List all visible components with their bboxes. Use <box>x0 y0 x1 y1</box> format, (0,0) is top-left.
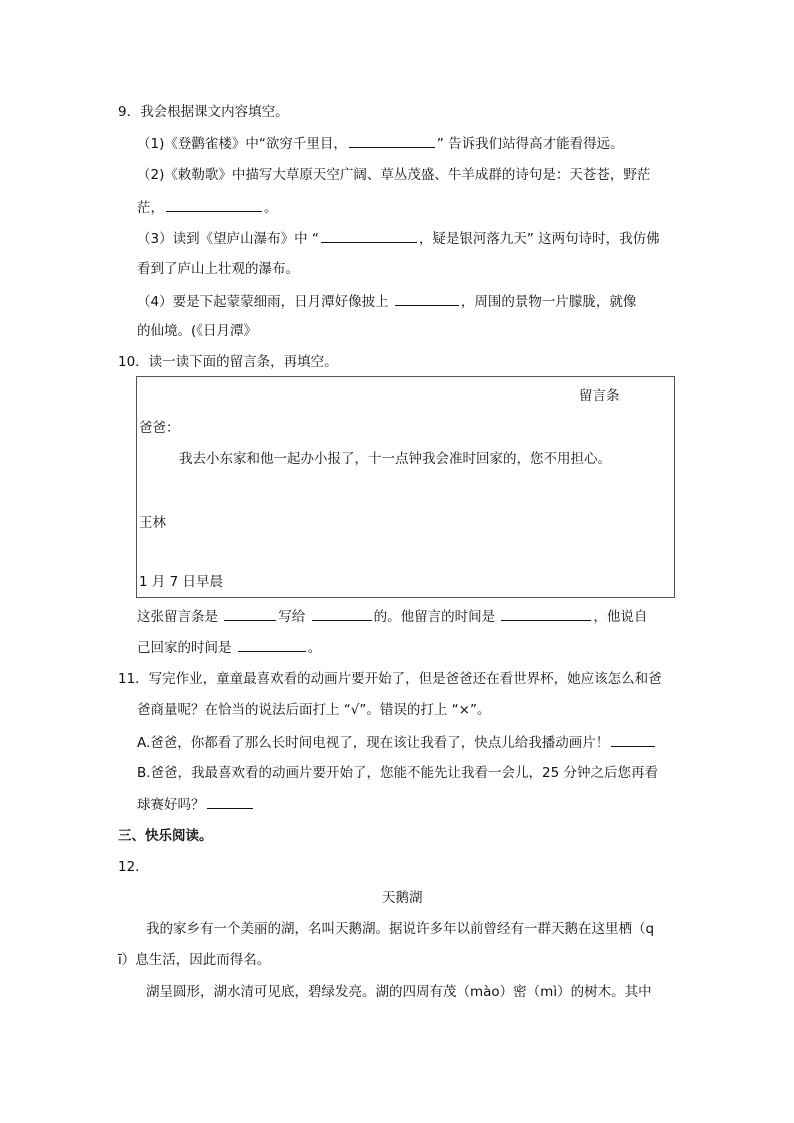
q9-item4-post: ，周围的景物一片朦胧，就像 <box>460 294 637 310</box>
answer-blank[interactable] <box>166 197 262 212</box>
note-signature: 王林 <box>139 515 166 531</box>
q10-fill-text: 己回家的时间是 <box>137 640 236 656</box>
note-date: 1 月 7 日早晨 <box>139 574 224 590</box>
answer-blank[interactable] <box>395 291 459 306</box>
answer-blank[interactable] <box>501 606 591 621</box>
answer-blank[interactable] <box>312 606 372 621</box>
passage-paragraph1-line2: ī）息生活，因此而得名。 <box>118 952 271 968</box>
note-body: 我去小东家和他一起办小报了，十一点钟我会准时回家的，您不用担心。 <box>179 451 611 467</box>
answer-blank[interactable] <box>224 606 276 621</box>
q11-option-a-text: A.爸爸，你都看了那么长时间电视了，现在该让我看了，快点儿给我播动画片！ <box>137 735 610 751</box>
q9-item2-line1: （2)《敕勒歌》中描写大草原天空广阔、草丛茂盛、牛羊成群的诗句是：天苍苍，野茫 <box>137 167 651 183</box>
q9-item4-pre: （4）要是下起蒙蒙细雨，日月潭好像披上 <box>137 294 393 310</box>
q11-option-a <box>137 732 657 753</box>
q9-item4-line2: 的仙境。(《日月潭》 <box>137 323 258 339</box>
q12-number: 12． <box>118 859 149 875</box>
q9-item2-pre: 茫， <box>137 200 164 216</box>
q9-item3-line1 <box>137 228 660 249</box>
answer-blank[interactable] <box>207 794 253 809</box>
answer-blank[interactable] <box>349 133 435 148</box>
q10-fill-text: 这张留言条是 <box>137 609 223 625</box>
note-heading: 留言条 <box>579 388 620 404</box>
q11-title-line1: 11．写完作业，童童最喜欢看的动画片要开始了，但是爸爸还在看世界杯，她应该怎么和爸 <box>118 671 662 687</box>
q9-item1 <box>137 133 624 154</box>
q9-item2-post: 。 <box>264 200 278 216</box>
passage-title: 天鹅湖 <box>382 890 423 906</box>
message-note-box <box>136 376 675 598</box>
passage-paragraph2-line1: 湖呈圆形，湖水清可见底，碧绿发亮。湖的四周有茂（mào）密（mì）的树木。其中 <box>146 984 652 1000</box>
q9-item3-line2: 看到了庐山上壮观的瀑布。 <box>137 261 299 277</box>
q9-title: 9．我会根据课文内容填空。 <box>118 104 289 120</box>
q9-item3-pre: （3）读到《望庐山瀑布》中 “ <box>137 231 319 247</box>
answer-blank[interactable] <box>321 228 417 243</box>
passage-paragraph1-line1: 我的家乡有一个美丽的湖，名叫天鹅湖。据说许多年以前曾经有一群天鹅在这里栖（q <box>146 921 655 937</box>
q9-item1-post: ” 告诉我们站得高才能看得远。 <box>436 136 624 152</box>
q10-fill-text: 写给 <box>278 609 310 625</box>
q9-item2-line2 <box>137 197 278 218</box>
q9-item3-post: ，疑是银河落九天” 这两句诗时，我仿佛 <box>418 231 660 247</box>
q10-fill-line1 <box>137 606 647 627</box>
answer-blank[interactable] <box>611 732 655 747</box>
q10-title: 10．读一读下面的留言条，再填空。 <box>118 354 338 370</box>
q11-option-b-line1: B.爸爸，我最喜欢看的动画片要开始了，您能不能先让我看一会儿，25 分钟之后您再看 <box>137 765 659 781</box>
answer-blank[interactable] <box>238 637 306 652</box>
note-salutation: 爸爸： <box>139 420 180 436</box>
q10-fill-text: 。 <box>307 640 322 656</box>
q10-fill-text: ，他说自 <box>593 609 648 625</box>
q11-option-b-text: 球赛好吗？ <box>137 797 205 813</box>
q11-title-line2: 爸商量呢？在恰当的说法后面打上 “√”。错误的打上 “×”。 <box>137 702 491 718</box>
q9-item1-pre: （1)《登鹳雀楼》中“欲穷千里目， <box>137 136 347 152</box>
q9-item4-line1 <box>137 291 636 312</box>
q10-fill-line2 <box>137 637 321 658</box>
section-title: 三、快乐阅读。 <box>118 828 213 844</box>
q10-fill-text: 的。他留言的时间是 <box>373 609 500 625</box>
q11-option-b-line2 <box>137 794 255 815</box>
